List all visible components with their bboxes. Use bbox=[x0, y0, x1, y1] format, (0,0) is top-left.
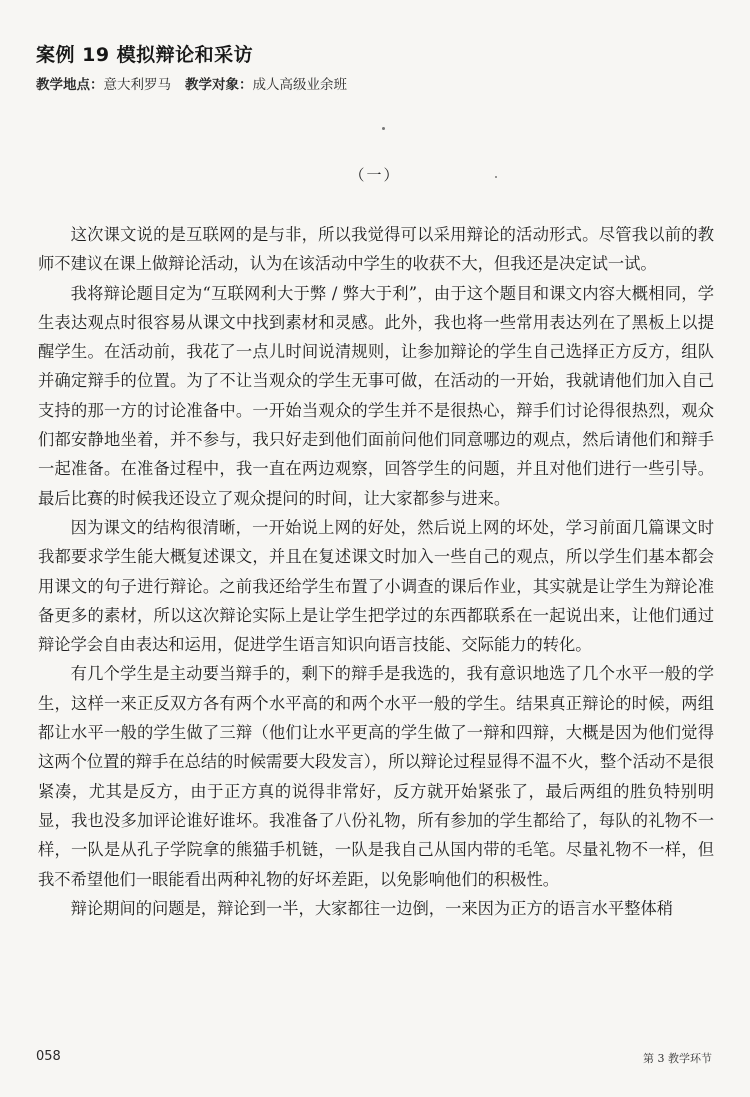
page-number: 058 bbox=[36, 1049, 61, 1064]
section-number: （一） bbox=[349, 166, 401, 184]
audience-label: 教学对象： bbox=[185, 77, 253, 93]
teaching-meta bbox=[36, 73, 347, 93]
paragraph: 这次课文说的是互联网的是与非，所以我觉得可以采用辩论的活动形式。尽管我以前的教师不建议在课上做辩论活动，认为在该活动中学生的收获不大，但我还是决定试一试。 bbox=[38, 225, 714, 274]
location-value: 意大利罗马 bbox=[103, 77, 171, 93]
body-text bbox=[38, 220, 714, 923]
paragraph: 辩论期间的问题是，辩论到一半，大家都往一边倒，一来因为正方的语言水平整体稍 bbox=[70, 898, 674, 918]
scan-speck bbox=[382, 127, 385, 130]
running-footer: 第 3 教学环节 bbox=[643, 1052, 712, 1065]
paragraph: 因为课文的结构很清晰，一开始说上网的好处，然后说上网的坏处，学习前面几篇课文时我都要求学生能大概复述课文，并且在复述课文时加入一些自己的观点，所以学生们基本都会用课文的句子进行辩论。之前我还给学生布置了小调查的课后作业，其实就是让学生为辩论准备更多的素材，所以这次辩论实际上是让学生把学过的东西都联系在一起说出来，让他们通过辩论学会自由表达和运用，促进学生语言知识向语言技能、交际能力的转化。 bbox=[38, 517, 714, 655]
paragraph: 有几个学生是主动要当辩手的，剩下的辩手是我选的，我有意识地选了几个水平一般的学生，这样一来正反双方各有两个水平高的和两个水平一般的学生。结果真正辩论的时候，两组都让水平一般的学生做了三辩（他们让水平更高的学生做了一辩和四辩，大概是因为他们觉得这两个位置的辩手在总结的时候需要大段发言），所以辩论过程显得不温不火，整个活动不是很紧凑，尤其是反方，由于正方真的说得非常好，反方就开始紧张了，最后两组的胜负特别明显，我也没多加评论谁好谁坏。我准备了八份礼物，所有参加的学生都给了，每队的礼物不一样，一队是从孔子学院拿的熊猫手机链，一队是我自己从国内带的毛笔。尽量礼物不一样，但我不希望他们一眼能看出两种礼物的好坏差距，以免影响他们的积极性。 bbox=[38, 664, 714, 889]
paragraph: 我将辩论题目定为“互联网利大于弊 / 弊大于利”，由于这个题目和课文内容大概相同，学生表达观点时很容易从课文中找到素材和灵感。此外，我也将一些常用表达列在了黑板上以提醒学生。在活动前，我花了一点儿时间说清规则，让参加辩论的学生自己选择正方反方，组队并确定辩手的位置。为了不让当观众的学生无事可做，在活动的一开始，我就请他们加入自己支持的那一方的讨论准备中。一开始当观众的学生并不是很热心，辩手们讨论得很热烈，观众们都安静地坐着，并不参与，我只好走到他们面前问他们同意哪边的观点，然后请他们和辩手一起准备。在准备过程中，我一直在两边观察，回答学生的问题，并且对他们进行一些引导。最后比赛的时候我还设立了观众提问的时间，让大家都参与进来。 bbox=[38, 283, 714, 508]
location-label: 教学地点： bbox=[36, 77, 104, 93]
audience-value: 成人高级业余班 bbox=[252, 77, 347, 93]
case-title: 案例 19 模拟辩论和采访 bbox=[36, 44, 254, 66]
